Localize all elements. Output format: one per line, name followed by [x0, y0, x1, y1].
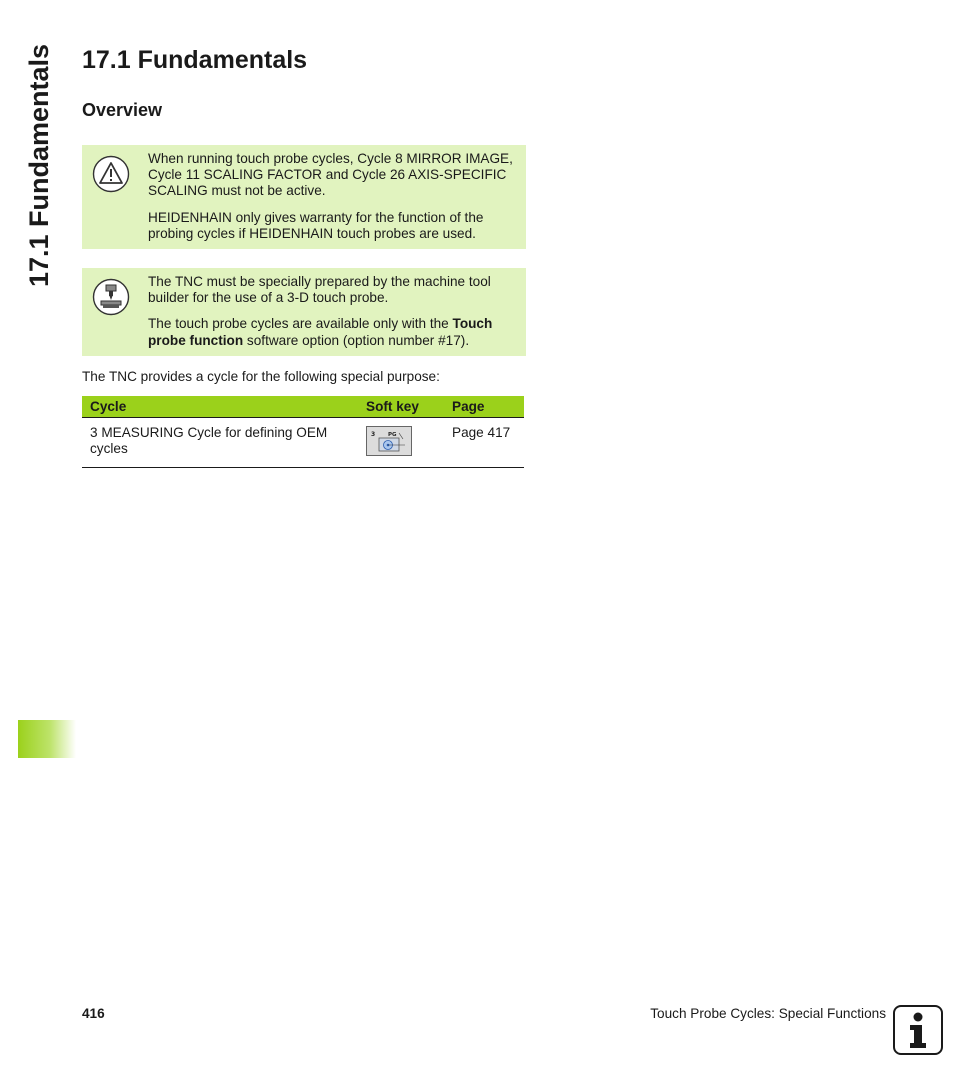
machine-note-paragraph-1: The TNC must be specially prepared by the machine tool builder for the use of a 3-D touch probe.	[148, 274, 491, 306]
info-icon	[893, 1005, 943, 1055]
touch-probe-function-term: Touch probe function	[148, 316, 493, 348]
svg-text:3: 3	[371, 431, 376, 438]
header-page: Page	[444, 396, 524, 418]
cycle-name: 3 MEASURING Cycle for defining OEM cycles	[82, 418, 358, 468]
chapter-title: 17.1 Fundamentals	[82, 46, 308, 74]
warning-note-paragraph-1: When running touch probe cycles, Cycle 8 MIRROR IMAGE, Cycle 11 SCALING FACTOR and Cycle 26 AXIS-SPECIFIC SCALING must not be active.	[148, 151, 513, 199]
warning-note-paragraph-2: HEIDENHAIN only gives warranty for the function of the probing cycles if HEIDENHAIN touch probes are used.	[148, 209, 484, 241]
machine-note	[82, 268, 526, 356]
svg-text:PG: PG	[388, 432, 397, 438]
warning-note	[82, 145, 526, 249]
soft-key-cell	[358, 418, 444, 468]
intro-text: The TNC provides a cycle for the following special purpose:	[82, 369, 440, 384]
machine-tool-icon	[92, 278, 130, 316]
measuring-cycle-softkey-icon[interactable]	[366, 426, 412, 456]
table-header-row	[82, 396, 524, 418]
side-chapter-title: 17.1 Fundamentals	[24, 43, 55, 287]
cycle-overview-table	[82, 396, 524, 468]
header-soft-key: Soft key	[358, 396, 444, 418]
warning-icon	[92, 155, 130, 193]
header-cycle: Cycle	[82, 396, 358, 418]
section-title: Overview	[82, 100, 163, 120]
table-row	[82, 418, 524, 468]
page-reference: Page 417	[444, 418, 524, 468]
machine-note-paragraph-2: The touch probe cycles are available only with the Touch probe function software option (option number #17).	[148, 316, 493, 348]
footer-chapter-name: Touch Probe Cycles: Special Functions	[650, 1006, 886, 1021]
chapter-thumb-tab	[18, 720, 76, 758]
footer-page-number: 416	[82, 1006, 105, 1021]
